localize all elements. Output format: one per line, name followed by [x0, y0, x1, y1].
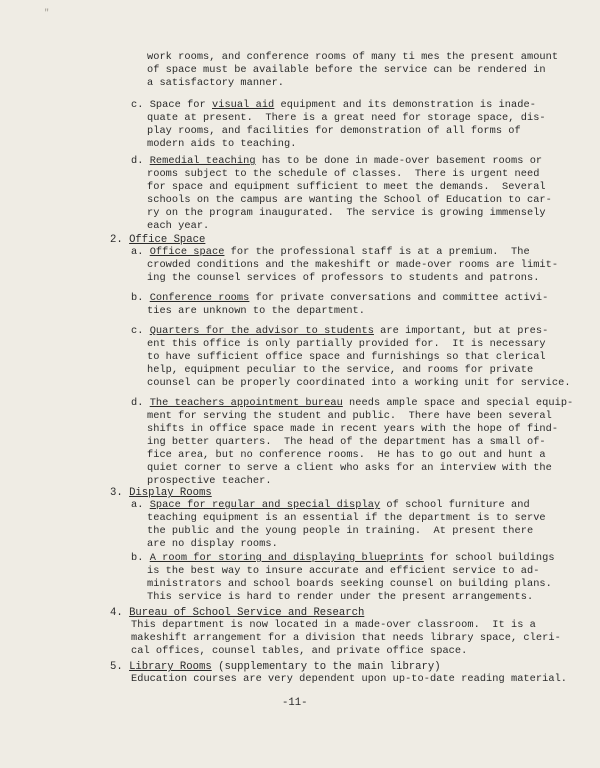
margin-mark: " [44, 8, 50, 18]
item-d-bureau: d. The teachers appointment bureau needs ample space and special equip- [131, 397, 574, 409]
item-d-line: each year. [147, 220, 210, 232]
intro-line: work rooms, and conference rooms of many ti mes the present amount [147, 51, 559, 63]
item-d-line: ry on the program inaugurated. The service is growing immensely [147, 207, 546, 219]
item-b-conference: b. Conference rooms for private conversations and committee activi- [131, 292, 549, 304]
bureau-line: makeshift arrangement for a division that needs library space, cleri- [131, 632, 561, 644]
item-a-line: ing the counsel services of professors to students and patrons. [147, 272, 540, 284]
item-c-line: help, equipment peculiar to the service, and rooms for private [147, 364, 534, 376]
item-d-line: rooms subject to the schedule of classes. There is urgent need [147, 168, 540, 180]
item-a-line: are no display rooms. [147, 538, 278, 550]
page-number: -11- [282, 697, 308, 709]
item-d-line: for space and equipment sufficient to meet the demands. Several [147, 181, 546, 193]
item-b-line: ties are unknown to the department. [147, 305, 366, 317]
item-b-line: ministrators and school boards seeking counsel on building plans. [147, 578, 552, 590]
item-c-line: ent this office is only partially provided for. It is necessary [147, 338, 546, 350]
item-a-display: a. Space for regular and special display of school furniture and [131, 499, 530, 511]
item-d-line: ing better quarters. The head of the department has a small of- [147, 436, 546, 448]
item-c-line: modern aids to teaching. [147, 138, 297, 150]
section-heading-display-rooms: 3. Display Rooms [110, 487, 212, 499]
item-a-line: crowded conditions and the makeshift or made-over rooms are limit- [147, 259, 559, 271]
item-c-visual-aid: c. Space for visual aid equipment and its demonstration is inade- [131, 99, 536, 111]
item-c-line: counsel can be properly coordinated into a working unit for service. [147, 377, 571, 389]
intro-line: of space must be available before the service can be rendered in [147, 64, 546, 76]
item-b-line: This service is hard to render under the present arrangements. [147, 591, 534, 603]
item-c-line: quate at present. There is a great need for storage space, dis- [147, 112, 546, 124]
item-a-line: teaching equipment is an essential if the department is to serve [147, 512, 546, 524]
item-d-line: fice area, but no conference rooms. He has to go out and hunt a [147, 449, 546, 461]
item-b-blueprints: b. A room for storing and displaying blueprints for school buildings [131, 552, 555, 564]
item-d-line: prospective teacher. [147, 475, 272, 487]
section-heading-library: 5. Library Rooms (supplementary to the main library) [110, 661, 441, 673]
item-a-line: the public and the young people in training. At present there [147, 525, 534, 537]
bureau-line: cal offices, counsel tables, and private office space. [131, 645, 468, 657]
section-heading-office-space: 2. Office Space [110, 234, 206, 246]
item-b-line: is the best way to insure accurate and efficient service to ad- [147, 565, 540, 577]
section-heading-bureau: 4. Bureau of School Service and Research [110, 607, 365, 619]
item-d-line: shifts in office space made in recent years with the hope of find- [147, 423, 559, 435]
item-c-line: to have sufficient office space and furnishings so that clerical [147, 351, 546, 363]
library-line: Education courses are very dependent upon up-to-date reading material. [131, 673, 568, 685]
item-a-office-space: a. Office space for the professional staff is at a premium. The [131, 246, 530, 258]
item-d-line: ment for serving the student and public. There have been several [147, 410, 552, 422]
bureau-line: This department is now located in a made-over classroom. It is a [131, 619, 536, 631]
item-d-remedial: d. Remedial teaching has to be done in made-over basement rooms or [131, 155, 543, 167]
item-c-quarters: c. Quarters for the advisor to students are important, but at pres- [131, 325, 549, 337]
intro-line: a satisfactory manner. [147, 77, 285, 89]
item-d-line: quiet corner to serve a client who asks for an interview with the [147, 462, 552, 474]
item-c-line: play rooms, and facilities for demonstration of all forms of [147, 125, 521, 137]
item-d-line: schools on the campus are wanting the School of Education to car- [147, 194, 552, 206]
